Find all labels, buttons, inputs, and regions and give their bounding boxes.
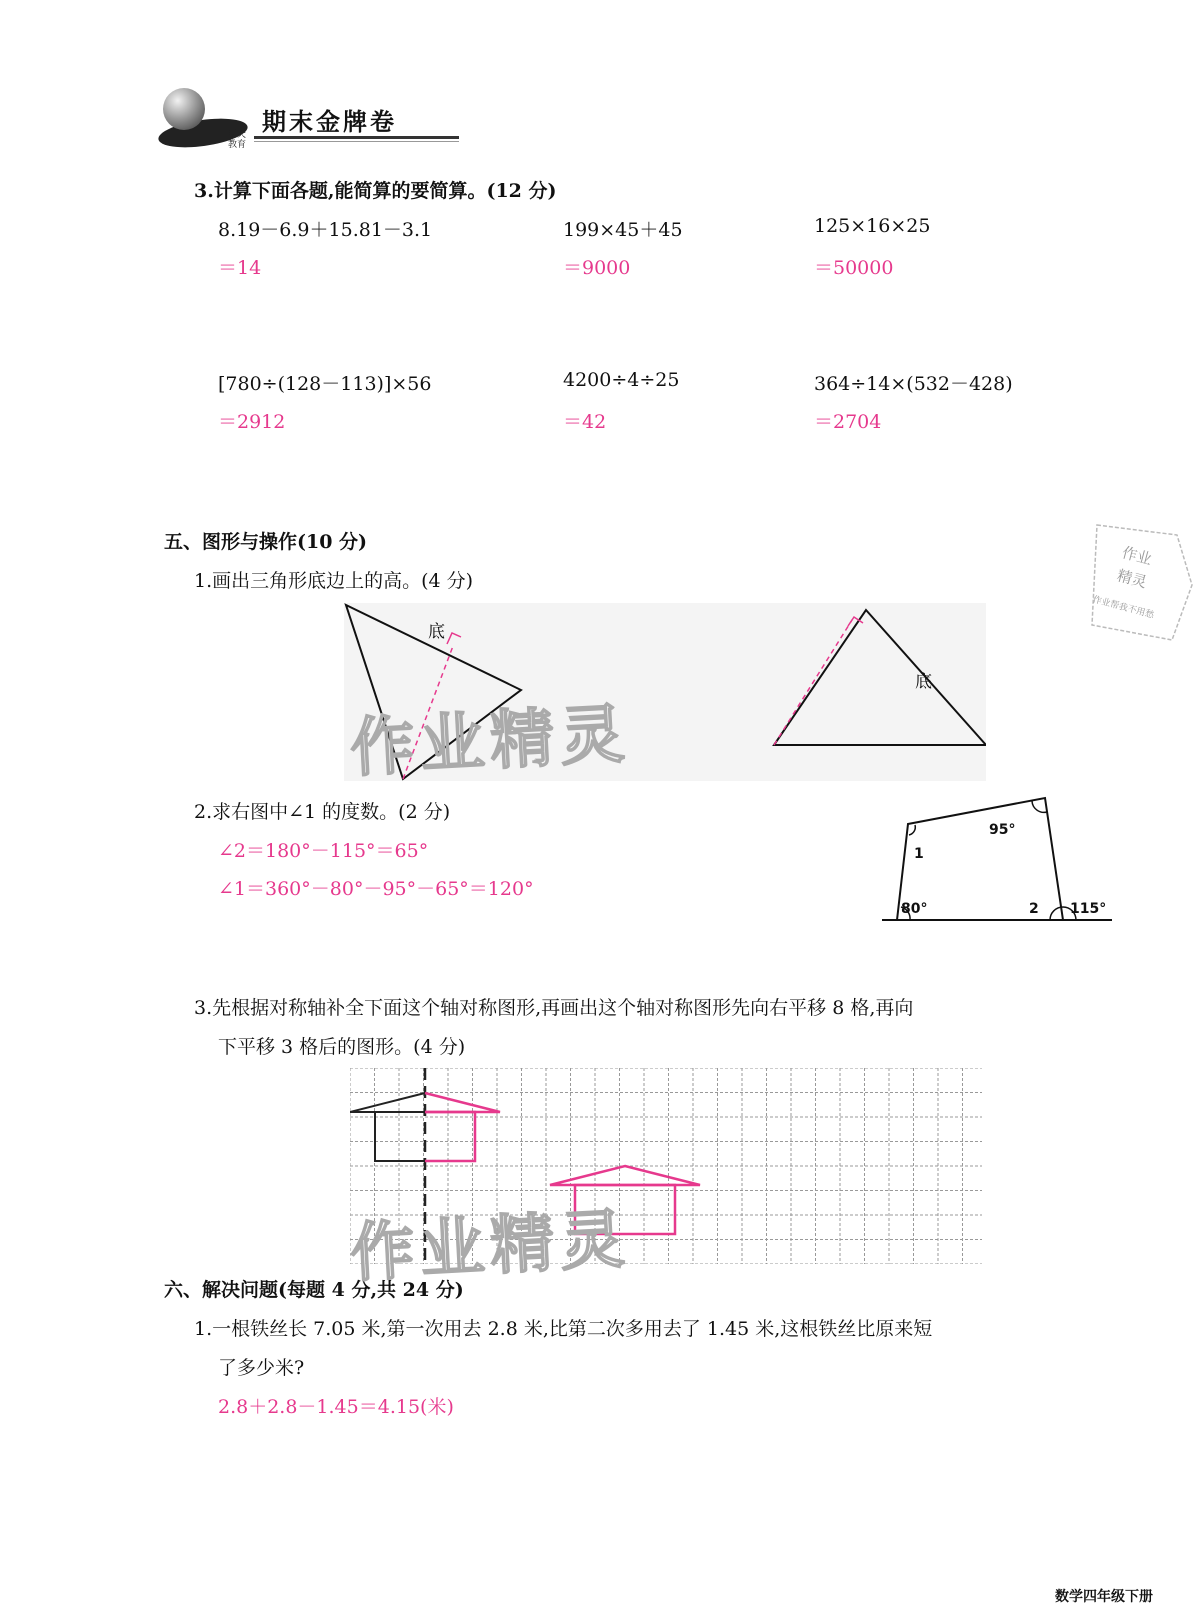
s6-q1-answer: 2.8＋2.8－1.45＝4.15(米) bbox=[218, 1396, 454, 1418]
calc-answer-5: ＝42 bbox=[563, 411, 607, 433]
calc-answer-1: ＝14 bbox=[218, 257, 262, 279]
logo-text: 明天 教育 bbox=[228, 130, 247, 150]
s5-q2-answer-1: ∠2＝180°－115°＝65° bbox=[218, 840, 429, 862]
angle-80-label: 80° bbox=[901, 901, 928, 917]
calc-answer-4: ＝2912 bbox=[218, 411, 286, 433]
page-footer: 数学四年级下册 bbox=[1055, 1589, 1153, 1605]
watermark-upper: 作业精灵 bbox=[348, 697, 633, 787]
calc-answer-2: ＝9000 bbox=[563, 257, 631, 279]
s5-q3-title-1: 3.先根据对称轴补全下面这个轴对称图形,再画出这个轴对称图形先向右平移 8 格,再向 bbox=[194, 997, 914, 1019]
base-label-left: 底 bbox=[428, 622, 445, 642]
angle-2-label: 2 bbox=[1029, 901, 1039, 917]
angle-1-label: 1 bbox=[914, 846, 924, 862]
q3-title: 3.计算下面各题,能简算的要简算。(12 分) bbox=[194, 180, 557, 202]
calc-expr-2: 199×45＋45 bbox=[563, 219, 683, 241]
calc-expr-6: 364÷14×(532－428) bbox=[814, 373, 1013, 395]
calc-answer-3: ＝50000 bbox=[814, 257, 894, 279]
page-title: 期末金牌卷 bbox=[262, 108, 397, 136]
title-underline bbox=[254, 136, 459, 139]
calc-expr-5: 4200÷4÷25 bbox=[563, 369, 680, 391]
stamp-line1: 作业 bbox=[1120, 543, 1154, 569]
s5-q2-answer-2: ∠1＝360°－80°－95°－65°＝120° bbox=[218, 878, 534, 900]
s5-q3-title-2: 下平移 3 格后的图形。(4 分) bbox=[218, 1036, 466, 1058]
s6-q1-line1: 1.一根铁丝长 7.05 米,第一次用去 2.8 米,比第二次多用去了 1.45 米,这根铁丝比原来短 bbox=[194, 1318, 933, 1340]
angle-95-label: 95° bbox=[989, 822, 1016, 838]
section5-title: 五、图形与操作(10 分) bbox=[164, 531, 368, 553]
title-underline-thin bbox=[254, 141, 459, 142]
right-triangle bbox=[774, 610, 986, 745]
calc-answer-6: ＝2704 bbox=[814, 411, 882, 433]
s5-q2-title: 2.求右图中∠1 的度数。(2 分) bbox=[194, 801, 451, 823]
stamp-line2: 精灵 bbox=[1115, 566, 1149, 592]
watermark-lower: 作业精灵 bbox=[348, 1202, 633, 1292]
calc-expr-4: [780÷(128－113)]×56 bbox=[218, 373, 432, 395]
angle-115-label: 115° bbox=[1070, 901, 1107, 917]
s5-q1-title: 1.画出三角形底边上的高。(4 分) bbox=[194, 570, 474, 592]
calc-expr-1: 8.19－6.9＋15.81－3.1 bbox=[218, 219, 433, 241]
left-right-angle-mark bbox=[447, 633, 461, 644]
section6-title: 六、解决问题(每题 4 分,共 24 分) bbox=[164, 1279, 464, 1301]
logo-ball-icon bbox=[163, 88, 205, 130]
right-triangle-height bbox=[774, 620, 852, 745]
stamp-line3: 作业帮我不用愁 bbox=[1091, 594, 1155, 621]
base-label-right: 底 bbox=[915, 672, 932, 692]
calc-expr-3: 125×16×25 bbox=[814, 215, 931, 237]
s6-q1-line2: 了多少米? bbox=[218, 1357, 305, 1379]
